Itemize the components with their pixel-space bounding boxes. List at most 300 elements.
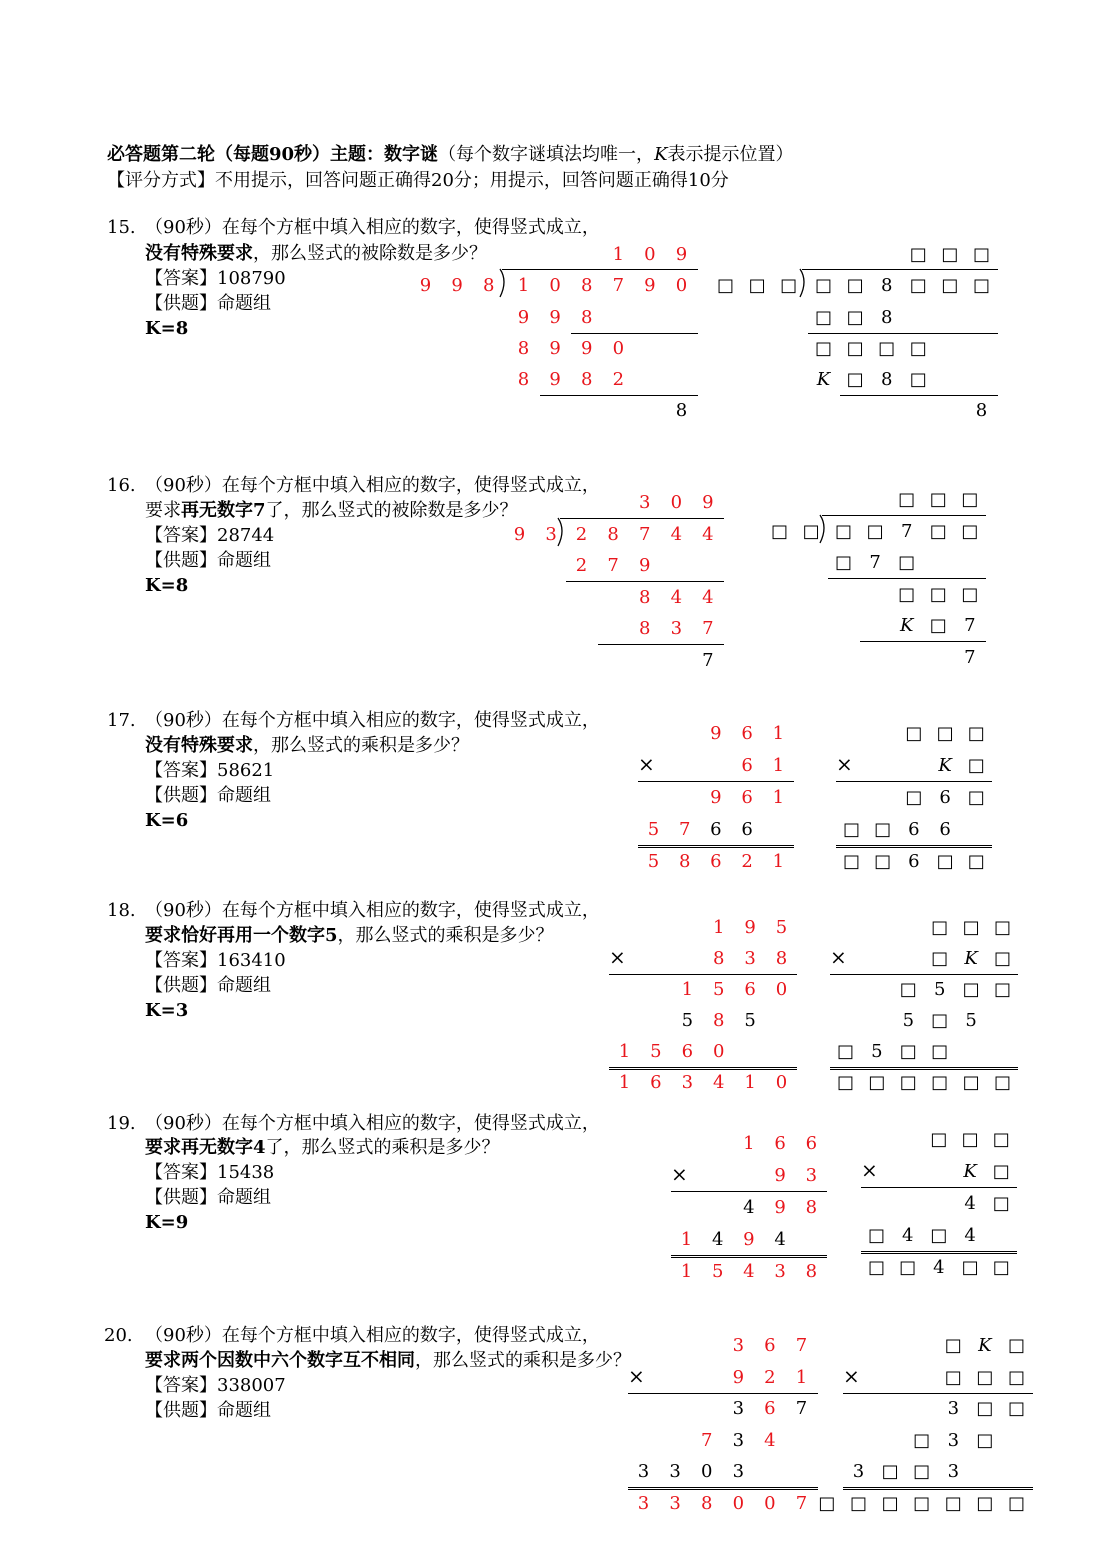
digit-cell: 5 <box>711 1261 724 1282</box>
digit-box: □ <box>931 1041 949 1062</box>
digit-cell: 6 <box>744 979 756 1000</box>
problem-question: ，那么竖式的乘积是多少？ <box>253 735 469 756</box>
problem-line1: （90秒）在每个方框中填入相应的数字，使得竖式成立， <box>145 475 600 496</box>
digit-cell: 1 <box>772 851 785 872</box>
digit-cell: 6 <box>681 1041 694 1062</box>
digit-cell: 6 <box>650 1072 662 1093</box>
digit-box: □ <box>930 1129 948 1150</box>
rule-line <box>830 1067 1018 1068</box>
digit-cell: 3 <box>637 1461 650 1482</box>
rule-line <box>628 1487 818 1488</box>
digit-box: □ <box>967 787 985 808</box>
digit-box: □ <box>992 1129 1010 1150</box>
digit-box: □ <box>899 1257 917 1278</box>
digit-cell: 3 <box>947 1398 960 1419</box>
digit-cell: 9 <box>513 524 526 545</box>
problem-number: 18. <box>107 900 136 921</box>
digit-box: □ <box>976 1429 994 1451</box>
digit-cell: 9 <box>419 275 432 296</box>
problem-requirement: 要求再无数字4 <box>145 1137 266 1158</box>
times-sign: × <box>628 1363 645 1388</box>
problem-answer: 【答案】338007 <box>145 1375 286 1396</box>
digit-box: □ <box>802 521 820 542</box>
digit-cell: 3 <box>681 1072 694 1093</box>
rule-line <box>609 1069 797 1070</box>
problem-requirement: 再无数字7 <box>181 500 266 521</box>
problem-requirement-prefix: 要求 <box>145 500 181 521</box>
digit-box: □ <box>770 521 788 542</box>
digit-box: □ <box>909 369 927 390</box>
digit-box: □ <box>909 275 927 296</box>
rule-line <box>808 333 998 334</box>
rule-line <box>836 847 992 848</box>
problem-source: 【供题】命题组 <box>145 293 271 314</box>
hint-k-box: K <box>938 755 952 776</box>
problem-line1: （90秒）在每个方框中填入相应的数字，使得竖式成立， <box>145 1113 600 1134</box>
digit-cell: 3 <box>637 1492 650 1514</box>
digit-cell: 2 <box>575 524 588 545</box>
digit-cell: 3 <box>669 1461 681 1482</box>
digit-cell: 0 <box>670 492 683 513</box>
digit-box: □ <box>874 851 892 872</box>
rule-line <box>836 781 992 782</box>
digit-cell: 9 <box>580 338 593 359</box>
digit-cell: 7 <box>702 650 714 671</box>
digit-box: □ <box>976 1492 994 1514</box>
digit-box: □ <box>976 1398 994 1419</box>
rule-line <box>843 1489 1033 1490</box>
rule-line <box>843 1393 1033 1394</box>
digit-cell: 9 <box>774 1165 786 1186</box>
digit-cell: 5 <box>712 979 725 1000</box>
hint-k-box: K <box>978 1335 992 1356</box>
digit-cell: 8 <box>880 275 893 296</box>
digit-cell: 9 <box>549 338 561 359</box>
digit-box: □ <box>929 584 947 605</box>
problem-line2 <box>145 1137 500 1159</box>
digit-cell: 3 <box>545 524 557 545</box>
digit-box: □ <box>962 979 980 1000</box>
digit-box: □ <box>931 1010 949 1031</box>
problem-requirement: 要求两个因数中六个数字互不相同 <box>145 1350 415 1371</box>
hint-k-box: K <box>899 615 914 636</box>
digit-box: □ <box>748 275 766 296</box>
rule-line <box>560 518 724 519</box>
digit-cell: 8 <box>880 369 893 390</box>
digit-cell: 3 <box>805 1165 818 1186</box>
digit-cell: 3 <box>947 1429 960 1451</box>
rule-line <box>609 1067 797 1068</box>
digit-cell: 5 <box>871 1041 883 1062</box>
digit-cell: 6 <box>908 851 920 872</box>
digit-cell: 8 <box>482 275 495 296</box>
digit-cell: 8 <box>638 587 651 608</box>
digit-box: □ <box>993 948 1011 969</box>
digit-box: □ <box>898 584 916 605</box>
digit-box: □ <box>846 275 864 296</box>
digit-box: □ <box>868 1072 886 1093</box>
digit-cell: 1 <box>772 723 785 744</box>
problem-source: 【供题】命题组 <box>145 975 271 996</box>
rule-line <box>502 269 698 270</box>
digit-cell: 4 <box>933 1257 945 1278</box>
rule-line <box>671 1191 827 1192</box>
digit-cell: 2 <box>575 555 588 576</box>
digit-cell: 6 <box>741 787 753 808</box>
digit-cell: 3 <box>774 1261 786 1282</box>
digit-box: □ <box>936 851 954 872</box>
problem-answer: 【答案】28744 <box>145 525 275 546</box>
digit-cell: 3 <box>638 492 651 513</box>
digit-box: □ <box>899 1072 917 1093</box>
digit-cell: 0 <box>612 338 625 359</box>
problem-number: 17. <box>107 710 136 731</box>
times-sign: × <box>843 1363 860 1388</box>
digit-cell: 8 <box>675 400 688 421</box>
digit-cell: 4 <box>743 1261 755 1282</box>
digit-cell: 6 <box>774 1133 786 1154</box>
digit-cell: 4 <box>764 1429 776 1451</box>
problem-source: 【供题】命题组 <box>145 1400 271 1421</box>
digit-cell: 6 <box>939 787 951 808</box>
digit-cell: 5 <box>902 1010 915 1031</box>
digit-cell: 9 <box>549 369 561 390</box>
digit-box: □ <box>899 979 917 1000</box>
digit-cell: 5 <box>647 851 660 872</box>
digit-cell: 0 <box>675 275 688 296</box>
digit-cell: 0 <box>775 979 788 1000</box>
digit-cell: 9 <box>743 1229 755 1250</box>
digit-cell: 1 <box>517 275 530 296</box>
digit-cell: 2 <box>764 1366 776 1388</box>
digit-cell: 5 <box>965 1010 977 1031</box>
digit-box: □ <box>941 275 959 296</box>
digit-cell: 9 <box>710 787 722 808</box>
rule-line <box>861 1251 1017 1252</box>
problem-k-value: K=9 <box>145 1212 189 1233</box>
digit-cell: 4 <box>964 1193 976 1214</box>
digit-cell: 5 <box>933 979 946 1000</box>
times-sign: × <box>830 945 847 969</box>
problem-line2 <box>145 925 554 947</box>
problem-source: 【供题】命题组 <box>145 550 271 571</box>
times-sign: × <box>836 752 853 776</box>
digit-box: □ <box>962 1072 980 1093</box>
digit-cell: 7 <box>795 1335 808 1356</box>
problem-line1: （90秒）在每个方框中填入相应的数字，使得竖式成立， <box>145 217 600 238</box>
digit-cell: 1 <box>772 755 785 776</box>
digit-cell: 9 <box>549 307 561 328</box>
problem-line1: （90秒）在每个方框中填入相应的数字，使得竖式成立， <box>145 1325 600 1346</box>
rule-line <box>830 1069 1018 1070</box>
problem-question: 了，那么竖式的乘积是多少？ <box>265 1137 500 1158</box>
problem-line2 <box>145 500 518 522</box>
digit-cell: 7 <box>900 521 913 542</box>
digit-cell: 5 <box>744 1010 756 1031</box>
digit-cell: 8 <box>805 1261 818 1282</box>
digit-cell: 8 <box>607 524 619 545</box>
digit-box: □ <box>930 1225 948 1246</box>
digit-cell: 6 <box>741 755 753 776</box>
problem-line2 <box>145 243 487 265</box>
digit-cell: 1 <box>680 1261 693 1282</box>
digit-box: □ <box>944 1335 962 1356</box>
digit-box: □ <box>849 1492 867 1514</box>
digit-cell: 8 <box>678 851 691 872</box>
digit-cell: 7 <box>638 524 651 545</box>
digit-box: □ <box>929 521 947 542</box>
digit-box: □ <box>814 338 832 359</box>
digit-box: □ <box>905 787 923 808</box>
digit-cell: 9 <box>451 275 463 296</box>
digit-box: □ <box>972 275 990 296</box>
digit-cell: 8 <box>775 948 788 969</box>
rule-line <box>802 269 998 270</box>
digit-cell: 4 <box>712 1072 725 1093</box>
digit-cell: 5 <box>681 1010 694 1031</box>
digit-cell: 7 <box>702 618 714 639</box>
scoring-rule: 【评分方式】不用提示，回答问题正确得20分；用提示，回答问题正确得10分 <box>107 170 729 191</box>
digit-box: □ <box>878 338 896 359</box>
rule-line <box>828 578 986 579</box>
digit-cell: 0 <box>549 275 561 296</box>
hint-k-box: K <box>964 948 978 969</box>
digit-box: □ <box>913 1429 931 1451</box>
digit-box: □ <box>967 851 985 872</box>
digit-cell: 4 <box>711 1229 724 1250</box>
digit-cell: 5 <box>775 917 788 938</box>
digit-box: □ <box>881 1461 899 1482</box>
digit-box: □ <box>1007 1335 1025 1356</box>
digit-box: □ <box>929 489 947 510</box>
digit-cell: 7 <box>678 819 691 840</box>
digit-box: □ <box>961 489 979 510</box>
digit-cell: 4 <box>702 587 714 608</box>
digit-cell: 1 <box>795 1366 808 1388</box>
digit-cell: 4 <box>774 1229 786 1250</box>
digit-cell: 3 <box>744 948 756 969</box>
digit-cell: 8 <box>880 307 893 328</box>
rule-line <box>638 845 794 846</box>
digit-box: □ <box>881 1492 899 1514</box>
digit-cell: 4 <box>702 524 714 545</box>
digit-cell: 6 <box>764 1398 776 1419</box>
problem-line2 <box>145 1350 631 1372</box>
digit-box: □ <box>913 1461 931 1482</box>
digit-box: □ <box>941 244 959 265</box>
digit-cell: 1 <box>772 787 785 808</box>
digit-cell: 3 <box>732 1429 745 1451</box>
digit-box: □ <box>846 307 864 328</box>
digit-cell: 7 <box>964 615 976 636</box>
digit-box: □ <box>846 369 864 390</box>
digit-cell: 4 <box>743 1197 755 1218</box>
digit-box: □ <box>961 584 979 605</box>
problem-requirement: 没有特殊要求 <box>145 735 253 756</box>
digit-cell: 9 <box>774 1197 786 1218</box>
digit-cell: 3 <box>670 618 683 639</box>
digit-cell: 6 <box>741 723 753 744</box>
digit-box: □ <box>961 1129 979 1150</box>
problem-line2 <box>145 735 469 757</box>
digit-cell: 0 <box>732 1492 745 1514</box>
digit-cell: 3 <box>732 1461 745 1482</box>
times-sign: × <box>638 752 655 776</box>
digit-cell: 9 <box>744 917 756 938</box>
digit-box: □ <box>842 851 860 872</box>
digit-cell: 7 <box>795 1492 808 1514</box>
rule-line <box>671 1255 827 1256</box>
digit-cell: 4 <box>964 1225 976 1246</box>
digit-cell: 1 <box>612 244 625 265</box>
digit-cell: 0 <box>700 1461 713 1482</box>
problem-k-value: K=8 <box>145 318 189 339</box>
digit-box: □ <box>898 489 916 510</box>
problem-source: 【供题】命题组 <box>145 1187 271 1208</box>
digit-box: □ <box>936 723 954 744</box>
rule-line <box>822 515 986 516</box>
digit-box: □ <box>992 1193 1010 1214</box>
digit-box: □ <box>899 1041 917 1062</box>
digit-cell: 6 <box>939 819 951 840</box>
rule-line <box>861 1187 1017 1188</box>
digit-cell: 7 <box>795 1398 808 1419</box>
digit-cell: 6 <box>764 1335 776 1356</box>
problem-k-value: K=8 <box>145 575 189 596</box>
digit-cell: 8 <box>517 369 530 390</box>
digit-box: □ <box>716 275 734 296</box>
rule-line <box>571 333 697 334</box>
digit-cell: 8 <box>580 275 593 296</box>
problem-line1: （90秒）在每个方框中填入相应的数字，使得竖式成立， <box>145 710 600 731</box>
round-title-bold: 必答题第二轮（每题90秒）主题：数字谜 <box>107 144 439 165</box>
digit-cell: 1 <box>681 979 694 1000</box>
digit-cell: 6 <box>805 1133 818 1154</box>
digit-box: □ <box>898 552 916 573</box>
digit-cell: 1 <box>744 1072 756 1093</box>
problem-k-value: K=3 <box>145 1000 189 1021</box>
digit-box: □ <box>972 244 990 265</box>
digit-cell: 6 <box>710 819 722 840</box>
digit-box: □ <box>967 723 985 744</box>
rule-line <box>671 1257 827 1258</box>
digit-box: □ <box>961 521 979 542</box>
digit-cell: 7 <box>607 555 619 576</box>
digit-cell: 3 <box>732 1335 745 1356</box>
digit-cell: 4 <box>670 587 683 608</box>
digit-cell: 7 <box>869 552 881 573</box>
round-title-tail: 表示提示位置） <box>667 144 794 165</box>
rule-line <box>628 1393 818 1394</box>
digit-cell: 9 <box>675 244 688 265</box>
digit-cell: 9 <box>702 492 714 513</box>
digit-box: □ <box>992 1161 1010 1182</box>
digit-cell: 3 <box>852 1461 865 1482</box>
rule-line <box>566 581 724 582</box>
problem-number: 20. <box>104 1325 133 1346</box>
digit-box: □ <box>993 979 1011 1000</box>
digit-cell: 0 <box>712 1041 725 1062</box>
times-sign: × <box>609 945 626 969</box>
digit-cell: 6 <box>710 851 722 872</box>
digit-box: □ <box>818 1492 836 1514</box>
digit-cell: 9 <box>644 275 656 296</box>
digit-box: □ <box>929 615 947 636</box>
digit-cell: 7 <box>700 1429 713 1451</box>
digit-cell: 6 <box>741 819 753 840</box>
digit-box: □ <box>944 1366 962 1388</box>
digit-cell: 7 <box>612 275 625 296</box>
problem-source: 【供题】命题组 <box>145 785 271 806</box>
digit-box: □ <box>834 552 852 573</box>
digit-box: □ <box>909 244 927 265</box>
digit-box: □ <box>913 1492 931 1514</box>
digit-box: □ <box>993 917 1011 938</box>
problem-question: ，那么竖式的乘积是多少？ <box>415 1350 631 1371</box>
rule-line <box>861 1253 1017 1254</box>
digit-cell: 2 <box>612 369 625 390</box>
problem-answer: 【答案】163410 <box>145 950 286 971</box>
digit-cell: 7 <box>964 647 976 668</box>
rule-line <box>843 1487 1033 1488</box>
digit-cell: 8 <box>805 1197 818 1218</box>
round-title-k: K <box>654 144 668 165</box>
digit-cell: 1 <box>743 1133 755 1154</box>
digit-cell: 4 <box>670 524 683 545</box>
digit-cell: 1 <box>618 1041 631 1062</box>
rule-line <box>638 781 794 782</box>
rule-line <box>598 644 724 645</box>
digit-cell: 1 <box>680 1229 693 1250</box>
problem-number: 19. <box>107 1113 136 1134</box>
problem-line1: （90秒）在每个方框中填入相应的数字，使得竖式成立， <box>145 900 600 921</box>
digit-box: □ <box>993 1072 1011 1093</box>
digit-cell: 9 <box>517 307 530 328</box>
digit-cell: 3 <box>669 1492 681 1514</box>
hint-k-box: K <box>816 369 831 390</box>
digit-box: □ <box>1007 1492 1025 1514</box>
digit-box: □ <box>842 819 860 840</box>
problem-answer: 【答案】108790 <box>145 268 286 289</box>
digit-box: □ <box>931 948 949 969</box>
digit-cell: 8 <box>517 338 530 359</box>
problem-answer: 【答案】58621 <box>145 760 275 781</box>
rule-line <box>840 395 998 396</box>
digit-box: □ <box>867 1257 885 1278</box>
digit-box: □ <box>814 275 832 296</box>
digit-box: □ <box>836 1072 854 1093</box>
problem-number: 15. <box>107 217 136 238</box>
digit-cell: 4 <box>901 1225 914 1246</box>
digit-box: □ <box>961 1257 979 1278</box>
problem-requirement: 没有特殊要求 <box>145 243 253 264</box>
digit-cell: 9 <box>732 1366 745 1388</box>
digit-cell: 8 <box>580 307 593 328</box>
digit-box: □ <box>992 1257 1010 1278</box>
digit-cell: 0 <box>764 1492 776 1514</box>
digit-cell: 8 <box>712 948 725 969</box>
digit-cell: 0 <box>775 1072 788 1093</box>
times-sign: × <box>861 1158 878 1182</box>
hint-k-box: K <box>963 1161 977 1182</box>
digit-cell: 1 <box>712 917 725 938</box>
digit-box: □ <box>944 1492 962 1514</box>
rule-line <box>836 845 992 846</box>
problem-question: ，那么竖式的被除数是多少？ <box>253 243 487 264</box>
digit-box: □ <box>846 338 864 359</box>
digit-cell: 9 <box>710 723 722 744</box>
digit-cell: 5 <box>647 819 660 840</box>
